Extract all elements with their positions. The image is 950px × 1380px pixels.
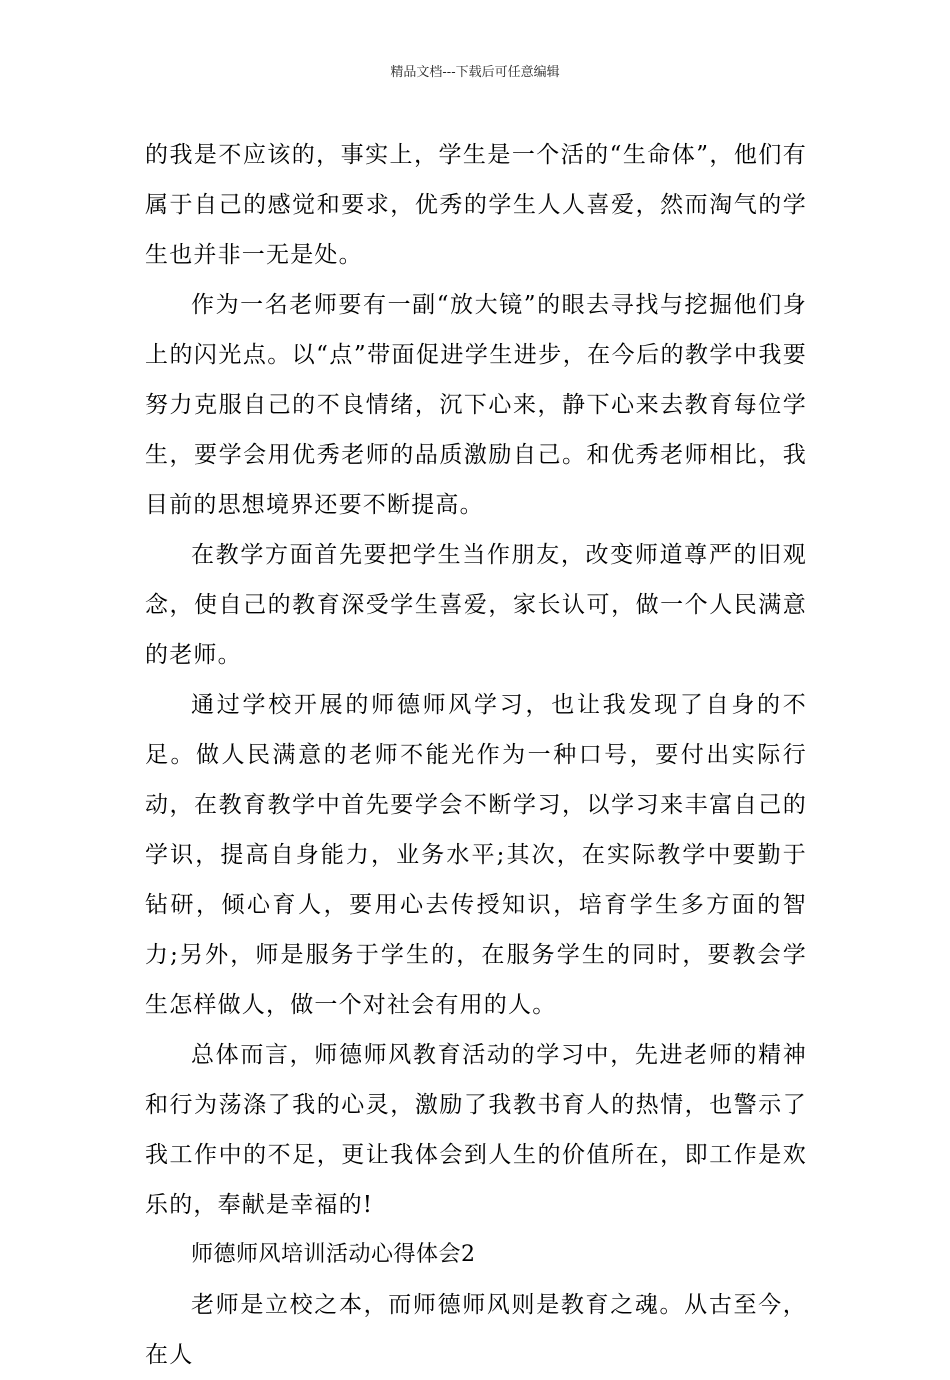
page-header: 精品文档---下载后可任意编辑: [390, 65, 560, 80]
paragraph-summary: 总体而言，师德师风教育活动的学习中，先进老师的精神和行为荡涤了我的心灵，激励了我教书育人的热情，也警示了我工作中的不足，更让我体会到人生的价值所在，即工作是欢乐的，奉献是幸福的!: [145, 1042, 807, 1218]
paragraph-teaching: 在教学方面首先要把学生当作朋友，改变师道尊严的旧观念，使自己的教育深受学生喜爱，家长认可，做一个人民满意的老师。: [145, 542, 807, 668]
paragraph-last: 老师是立校之本，而师德师风则是教育之魂。从古至今，在人: [145, 1292, 807, 1368]
paragraph-continued: 的我是不应该的，事实上，学生是一个活的“生命体”，他们有属于自己的感觉和要求，优秀的学生人人喜爱，然而淘气的学生也并非一无是处。: [145, 142, 807, 268]
document-body: [145, 130, 807, 1380]
paragraph-magnifier: 作为一名老师要有一副“放大镜”的眼去寻找与挖掘他们身上的闪光点。以“点”带面促进学生进步，在今后的教学中我要努力克服自己的不良情绪，沉下心来，静下心来去教育每位学生，要学会用优秀老师的品质激励自己。和优秀老师相比，我目前的思想境界还要不断提高。: [145, 292, 807, 518]
paragraph-study: 通过学校开展的师德师风学习，也让我发现了自身的不足。做人民满意的老师不能光作为一种口号，要付出实际行动，在教育教学中首先要学会不断学习，以学习来丰富自己的学识，提高自身能力，业务水平;其次，在实际教学中要勤于钻研，倾心育人，要用心去传授知识，培育学生多方面的智力;另外，师是服务于学生的，在服务学生的同时，要教会学生怎样做人，做一个对社会有用的人。: [145, 692, 807, 1018]
section-title: 师德师风培训活动心得体会2: [191, 1242, 476, 1267]
